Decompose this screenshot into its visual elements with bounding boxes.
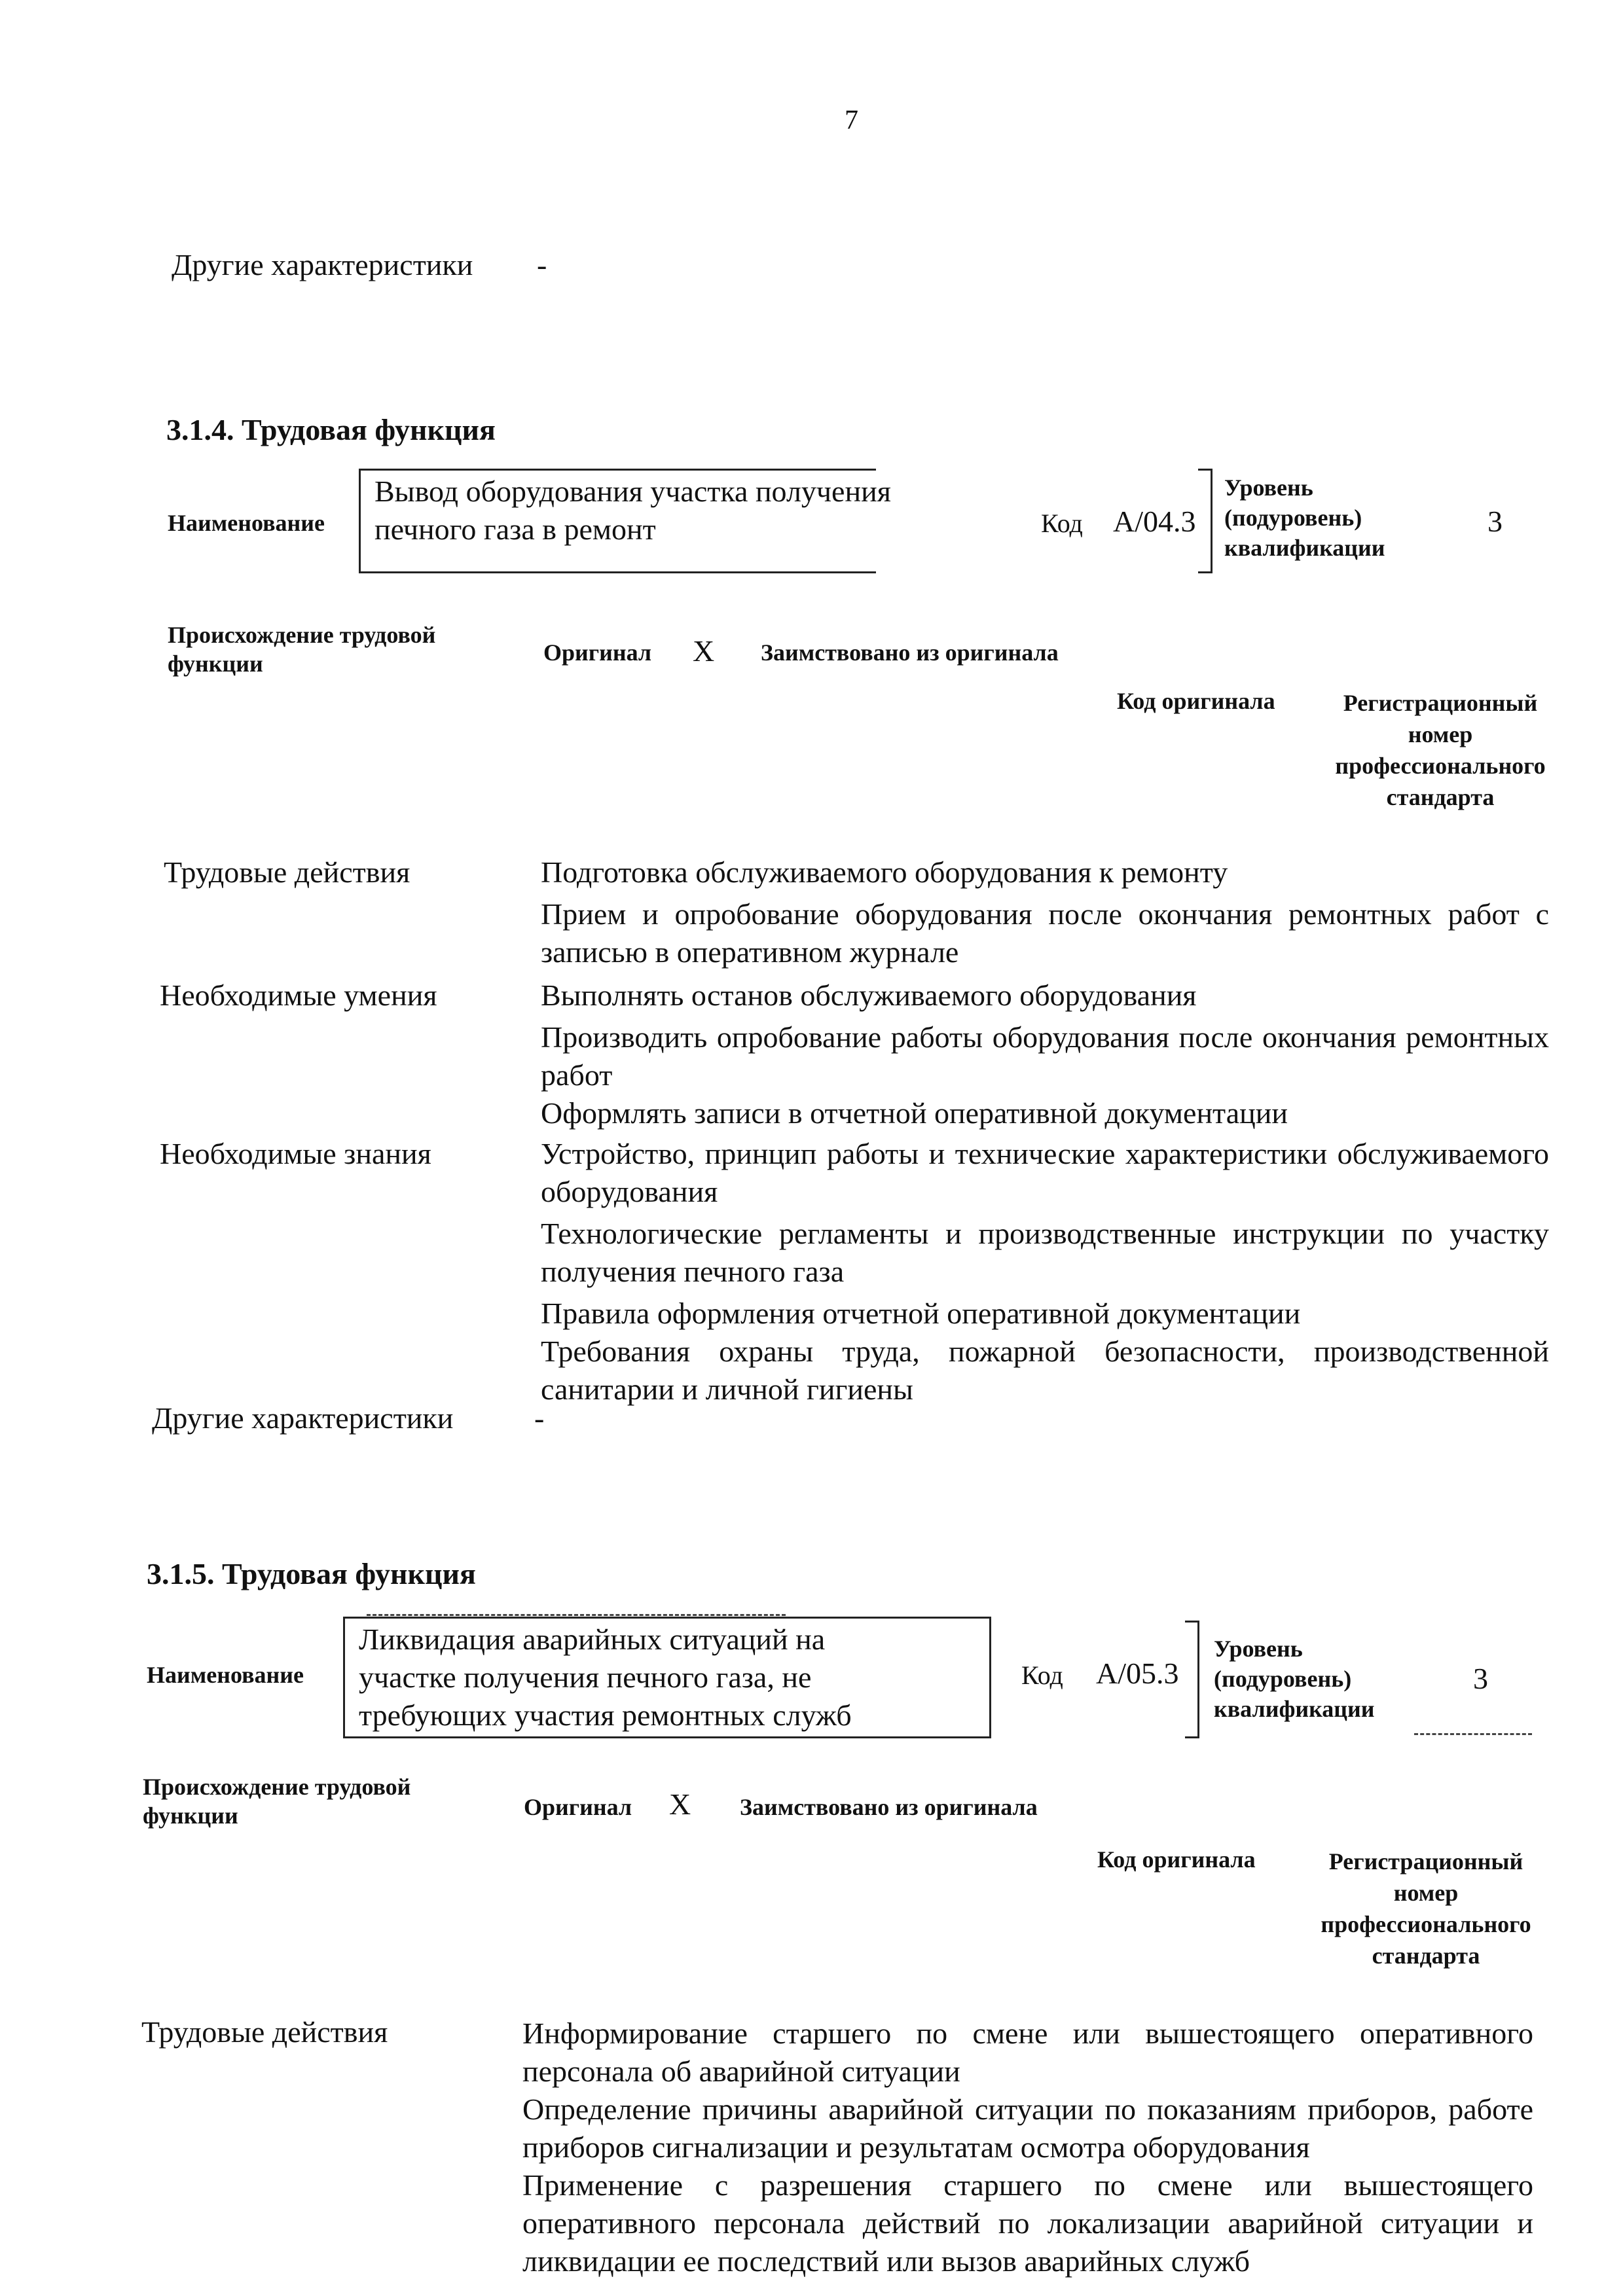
name-line-1: Ликвидация аварийных ситуаций на <box>359 1623 826 1656</box>
name-line-2: печного газа в ремонт <box>374 512 656 546</box>
action-item: Прием и опробование оборудования после окончания ремонтных работ с записью в оперативном журнале <box>541 897 1549 969</box>
name-line-3: требующих участия ремонтных служб <box>359 1698 852 1732</box>
actions-314 <box>541 853 1549 971</box>
level-value-315: 3 <box>1473 1662 1488 1695</box>
page-number: 7 <box>845 105 858 135</box>
reg-line-1: Регистрационный <box>1343 690 1538 716</box>
action-item: Информирование старшего по смене или вышестоящего оперативного персонала об аварийной ситуации <box>522 2017 1533 2088</box>
code-value-315: A/05.3 <box>1096 1657 1179 1690</box>
origin-line-2: функции <box>168 651 263 677</box>
borrowed-label-314: Заимствовано из оригинала <box>761 639 1059 666</box>
code-label-315: Код <box>1021 1660 1063 1690</box>
original-label-315: Оригинал <box>524 1794 632 1820</box>
knowledge-item: Правила оформления отчетной оперативной документации <box>541 1297 1301 1330</box>
original-label-314: Оригинал <box>543 639 652 666</box>
skill-item: Оформлять записи в отчетной оперативной документации <box>541 1096 1288 1130</box>
name-label-314: Наименование <box>168 510 325 536</box>
top-other-label: Другие характеристики <box>172 248 473 281</box>
knowledge-item: Технологические регламенты и производственные инструкции по участку получения печного газа <box>541 1217 1549 1288</box>
code-bracket-314 <box>1198 469 1213 573</box>
level-line-2: (подуровень) <box>1214 1666 1352 1692</box>
level-label-314 <box>1224 473 1385 563</box>
section-title-315: 3.1.5. Трудовая функция <box>147 1557 476 1590</box>
skill-item: Производить опробование работы оборудования после окончания ремонтных работ <box>541 1020 1549 1092</box>
reg-number-label-314 <box>1316 687 1565 813</box>
level-value-314: 3 <box>1487 505 1503 538</box>
skills-314 <box>541 977 1549 1132</box>
level-label-315 <box>1214 1634 1375 1724</box>
actions-label-315: Трудовые действия <box>141 2015 388 2049</box>
top-other-value: - <box>537 248 547 281</box>
name-line-2: участке получения печного газа, не <box>359 1660 812 1694</box>
reg-line-3: профессионального <box>1321 1911 1531 1937</box>
origin-line-1: Происхождение трудовой <box>168 622 436 648</box>
knowledge-item: Устройство, принцип работы и технические характеристики обслуживаемого оборудования <box>541 1137 1549 1208</box>
action-item: Определение причины аварийной ситуации по показаниям приборов, работе приборов сигнализации и результатам осмотра оборудования <box>522 2092 1533 2164</box>
name-value-315 <box>359 1621 852 1734</box>
knowledge-314 <box>541 1135 1549 1408</box>
reg-number-label-315 <box>1302 1846 1550 1971</box>
reg-line-1: Регистрационный <box>1328 1848 1523 1874</box>
origin-label-315 <box>143 1772 410 1830</box>
reg-line-2: номер <box>1393 1880 1459 1906</box>
original-mark-314: X <box>693 634 715 668</box>
other-value-314: - <box>534 1401 545 1435</box>
borrowed-label-315: Заимствовано из оригинала <box>740 1794 1038 1820</box>
level-bottom-dash-315 <box>1414 1733 1532 1735</box>
original-mark-315: X <box>669 1787 691 1821</box>
code-bracket-315 <box>1185 1621 1199 1738</box>
level-line-1: Уровень <box>1214 1636 1303 1662</box>
reg-line-3: профессионального <box>1335 753 1546 779</box>
action-item: Подготовка обслуживаемого оборудования к ремонту <box>541 855 1228 889</box>
section-title-314: 3.1.4. Трудовая функция <box>166 413 496 446</box>
action-item: Применение с разрешения старшего по смене или вышестоящего оперативного персонала действий по локализации аварийной ситуации и ликвидации ее последствий или вызов аварийных служб <box>522 2168 1533 2278</box>
code-value-314: A/04.3 <box>1113 505 1196 538</box>
knowledge-item: Требования охраны труда, пожарной безопасности, производственной санитарии и личной гигиены <box>541 1335 1549 1406</box>
level-line-1: Уровень <box>1224 475 1313 501</box>
reg-line-2: номер <box>1408 721 1473 747</box>
actions-label-314: Трудовые действия <box>164 855 410 889</box>
skills-label-314: Необходимые умения <box>160 978 437 1012</box>
other-label-314: Другие характеристики <box>152 1401 454 1435</box>
name-label-315: Наименование <box>147 1662 304 1688</box>
orig-code-label-314: Код оригинала <box>1117 688 1275 714</box>
name-line-1: Вывод оборудования участка получения <box>374 475 891 508</box>
actions-315 <box>522 2015 1533 2280</box>
level-line-2: (подуровень) <box>1224 505 1362 531</box>
name-box-top-dash-315 <box>367 1614 786 1616</box>
reg-line-4: стандарта <box>1386 784 1495 810</box>
skill-item: Выполнять останов обслуживаемого оборудования <box>541 978 1197 1012</box>
code-label-314: Код <box>1041 509 1083 538</box>
origin-line-2: функции <box>143 1803 238 1829</box>
origin-line-1: Происхождение трудовой <box>143 1774 411 1800</box>
knowledge-label-314: Необходимые знания <box>160 1137 431 1170</box>
level-line-3: квалификации <box>1224 535 1385 561</box>
reg-line-4: стандарта <box>1372 1943 1480 1969</box>
origin-label-314 <box>168 620 435 678</box>
level-line-3: квалификации <box>1214 1696 1375 1722</box>
name-value-314 <box>374 473 891 548</box>
orig-code-label-315: Код оригинала <box>1097 1846 1256 1873</box>
